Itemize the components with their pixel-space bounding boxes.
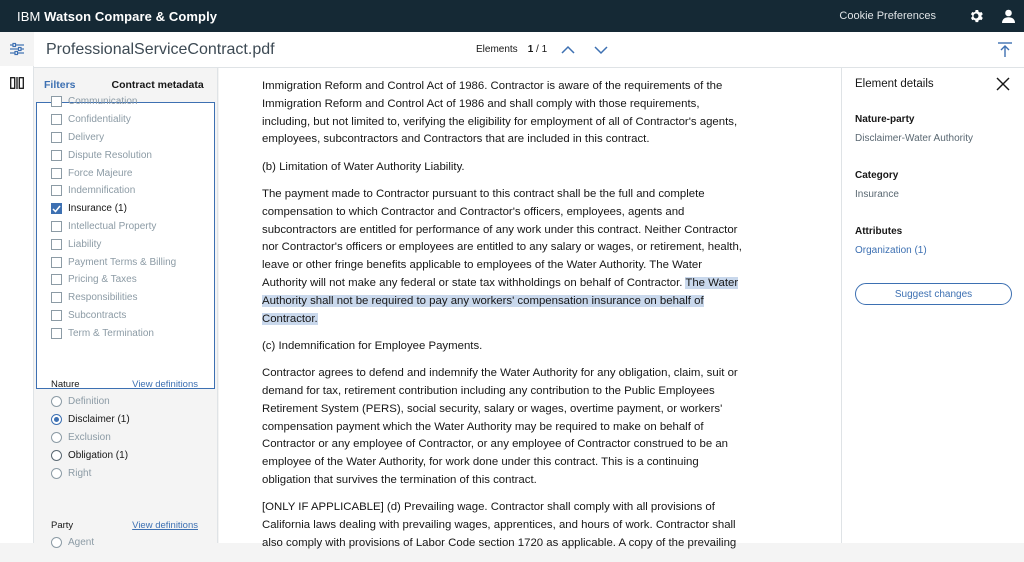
brand-prefix: IBM	[17, 8, 41, 24]
user-icon[interactable]	[992, 0, 1024, 32]
brand-name: Watson Compare & Comply	[44, 8, 218, 24]
checkbox-icon[interactable]	[51, 150, 62, 161]
category-label: Dispute Resolution	[68, 149, 152, 161]
chevron-up-icon[interactable]	[558, 40, 578, 60]
paragraph: Immigration Reform and Control Act of 1986. Contractor is aware of the requirements of the Immigration Reform and Control Act of 1986 and shall comply with those requirements, including, but not limited to, verifying the eligibility for employment of all of Contractor's agents, employees, subcontractors and Contractors that are included in this contract.	[262, 80, 738, 146]
nature-view-definitions-link[interactable]: View definitions	[132, 378, 198, 390]
party-option-label: Agent	[68, 537, 95, 549]
checkbox-icon[interactable]	[51, 274, 62, 285]
nature-radio-option[interactable]	[51, 446, 198, 464]
nature-radio-option[interactable]	[51, 464, 198, 482]
category-checkbox-item[interactable]	[51, 218, 176, 236]
paragraph	[262, 186, 742, 328]
category-checkbox-item[interactable]	[51, 307, 176, 325]
checkbox-icon[interactable]	[51, 239, 62, 250]
radio-icon[interactable]	[51, 468, 62, 479]
nature-option-label: Definition	[68, 396, 110, 408]
radio-icon[interactable]	[51, 396, 62, 407]
chevron-down-icon[interactable]	[591, 40, 611, 60]
nature-radio-option[interactable]	[51, 411, 198, 429]
category-checkbox-item[interactable]	[51, 93, 176, 111]
category-checkbox-item[interactable]	[51, 164, 176, 182]
app-brand	[0, 9, 217, 24]
checkbox-icon[interactable]	[51, 132, 62, 143]
compare-columns-icon[interactable]	[0, 66, 34, 100]
party-title: Party	[51, 519, 74, 531]
checkbox-icon[interactable]	[51, 328, 62, 339]
filters-panel	[35, 68, 218, 549]
highlighted-element[interactable]: The Water Authority shall not be required to pay any workers' compensation insurance on behalf of Contractor.	[262, 276, 739, 325]
tab-contract-metadata[interactable]: Contract metadata	[111, 79, 204, 91]
checkbox-icon[interactable]	[51, 96, 62, 107]
category-label: Pricing & Taxes	[68, 274, 137, 286]
category-checkbox-item[interactable]	[51, 289, 176, 307]
elements-current: 1	[527, 44, 534, 55]
nature-option-label: Obligation (1)	[68, 449, 129, 461]
category-checkbox-item[interactable]	[51, 129, 176, 147]
category-label: Confidentiality	[68, 114, 131, 126]
category-label: Indemnification	[68, 185, 136, 197]
tab-filters[interactable]: Filters	[44, 79, 76, 91]
category-checkbox-item[interactable]	[51, 200, 176, 218]
checkbox-icon[interactable]	[51, 114, 62, 125]
checkbox-checked-icon[interactable]	[51, 203, 62, 214]
checkbox-icon[interactable]	[51, 292, 62, 303]
nature-radio-option[interactable]	[51, 429, 198, 447]
paragraph: (c) Indemnification for Employee Payments.	[262, 339, 483, 352]
paragraph: (b) Limitation of Water Authority Liability.	[262, 160, 465, 173]
category-label: Responsibilities	[68, 292, 138, 304]
checkbox-icon[interactable]	[51, 221, 62, 232]
elements-counter	[476, 44, 547, 55]
checkbox-icon[interactable]	[51, 310, 62, 321]
nature-option-label: Exclusion	[68, 431, 111, 443]
radio-icon[interactable]	[51, 432, 62, 443]
elements-label: Elements	[476, 44, 518, 55]
category-label: Term & Termination	[68, 327, 154, 339]
sliders-icon[interactable]	[0, 32, 34, 66]
nature-title: Nature	[51, 378, 80, 390]
suggest-changes-button[interactable]: Suggest changes	[855, 283, 1012, 305]
attributes-label: Attributes	[855, 226, 903, 237]
paragraph-text: The payment made to Contractor pursuant to this contract shall be the full and complete compensation to which Contractor and Contractor's officers, employees, agents and subcontractors are entitled for performance of any work under this contract. Neither Contractor nor Contractor's officers or employees are entitled to any salary or wages, or retirement, health, leave or other fringe benefits applicable to employees of the Water Authority. The Water Authority will not make any federal or state tax withholdings on behalf of Contractor.	[262, 187, 742, 289]
paragraph: [ONLY IF APPLICABLE] (d) Prevailing wage. Contractor shall comply with all provisions of California laws dealing with prevailing wages, apprentices, and hours of work. Contractor shall also comply with provisions of Labor Code section 1720 as applicable. A copy of the prevailing	[262, 501, 737, 549]
category-label: Category	[855, 170, 899, 181]
checkbox-icon[interactable]	[51, 257, 62, 268]
category-checkbox-item[interactable]	[51, 182, 176, 200]
radio-icon[interactable]	[51, 450, 62, 461]
category-label: Intellectual Property	[68, 220, 157, 232]
category-checkbox-item[interactable]	[51, 324, 176, 342]
category-label: Insurance (1)	[68, 203, 127, 215]
document-viewer	[219, 68, 841, 549]
radio-selected-icon[interactable]	[51, 414, 62, 425]
category-label: Payment Terms & Billing	[68, 256, 177, 268]
checkbox-icon[interactable]	[51, 185, 62, 196]
nature-filter	[51, 377, 198, 482]
category-checkbox-item[interactable]	[51, 146, 176, 164]
category-checkbox-item[interactable]	[51, 111, 176, 129]
category-label: Liability	[68, 238, 102, 250]
category-value: Insurance	[855, 189, 899, 200]
category-label: Force Majeure	[68, 167, 133, 179]
details-title: Element details	[855, 78, 934, 90]
gear-icon[interactable]	[960, 0, 992, 32]
elements-total: / 1	[536, 44, 548, 55]
attributes-organization-link[interactable]: Organization (1)	[855, 245, 927, 256]
party-view-definitions-link[interactable]: View definitions	[132, 519, 198, 531]
category-checkbox-item[interactable]	[51, 253, 176, 271]
category-label: Communication	[68, 96, 138, 108]
app-header	[0, 0, 1024, 32]
category-checkbox-item[interactable]	[51, 235, 176, 253]
radio-icon[interactable]	[51, 537, 62, 548]
checkbox-icon[interactable]	[51, 168, 62, 179]
nature-radio-option[interactable]	[51, 393, 198, 411]
nature-option-label: Right	[68, 467, 92, 479]
document-toolbar	[34, 32, 1024, 68]
nature-party-value: Disclaimer-Water Authority	[855, 133, 973, 144]
left-rail	[0, 32, 34, 543]
nature-option-label: Disclaimer (1)	[68, 414, 130, 426]
document-filename: ProfessionalServiceContract.pdf	[46, 40, 275, 58]
category-filter-list	[36, 96, 215, 389]
party-filter	[51, 518, 198, 552]
cookie-preferences-link[interactable]: Cookie Preferences	[839, 10, 936, 22]
close-icon[interactable]	[996, 77, 1010, 91]
party-radio-option[interactable]	[51, 534, 198, 552]
category-label: Subcontracts	[68, 309, 127, 321]
element-details-panel	[841, 68, 1024, 543]
export-icon[interactable]	[994, 39, 1016, 61]
category-label: Delivery	[68, 131, 105, 143]
paragraph: Contractor agrees to defend and indemnify the Water Authority for any obligation, claim, suit or demand for tax, retirement contribution including any contribution to the Public Employees Retirement System (PERS), social security, salary or wages, overtime payment, or workers' compensation payment which the Water Authority may be required to make on behalf of Contractor or any employee of Contractor, or any employee of Contractor construed to be an employee of the Water Authority, for work done under this contract. This is a continuing obligation that survives the termination of this contract.	[262, 367, 738, 486]
nature-party-label: Nature-party	[855, 114, 915, 125]
category-checkbox-item[interactable]	[51, 271, 176, 289]
document-text	[262, 78, 742, 562]
